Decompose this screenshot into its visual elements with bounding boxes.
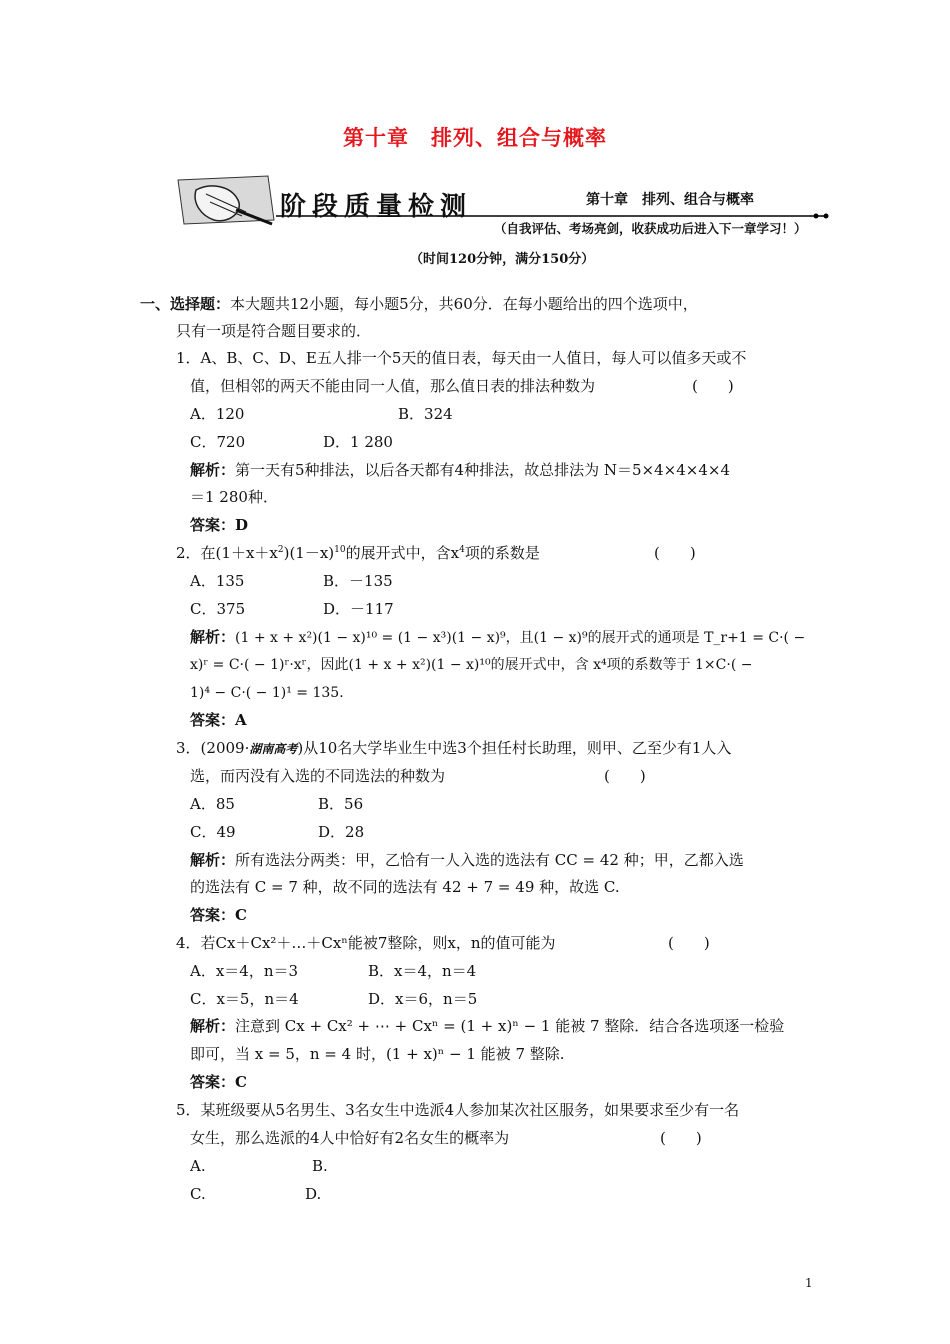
q5-option-d: D.: [305, 1185, 322, 1203]
q2-analysis-2: x)ʳ = C·( − 1)ʳ·xʳ，因此(1 + x + x²)(1 − x)¹⁰的展开式中，含 x⁴项的系数等于 1×C·( −: [190, 657, 753, 673]
q5-option-a: A.: [190, 1157, 206, 1175]
q1-option-b: B．324: [398, 405, 453, 423]
q4-option-d: D．x＝6，n＝5: [368, 990, 478, 1008]
banner-subtitle: （自我评估、考场亮剑，收获成功后进入下一章学习！）: [494, 221, 807, 236]
q5-option-c: C.: [190, 1185, 206, 1203]
q3-bracket: ( ): [604, 767, 646, 785]
q3-answer: 答案：C: [190, 906, 247, 924]
q1-option-c: C．720: [190, 433, 246, 451]
q2-option-c: C．375: [190, 600, 246, 618]
q2-option-b: B．－135: [323, 572, 393, 590]
q2-option-d: D．－117: [323, 600, 394, 618]
q1-analysis-1: 第一天有5种排法，以后各天都有4种排法，故总排法为 N＝5×4×4×4×4: [235, 461, 730, 479]
q2-bracket: ( ): [654, 544, 696, 562]
q3-stem-2: 选，而丙没有入选的不同选法的种数为: [190, 767, 446, 785]
q3-option-b: B．56: [318, 795, 364, 813]
q5-stem-1: 5．某班级要从5名男生、3名女生中选派4人参加某次社区服务，如果要求至少有一名: [176, 1101, 740, 1119]
q1-option-a: A．120: [190, 405, 245, 423]
q4-option-b: B．x＝4，n＝4: [368, 962, 477, 980]
q3-option-d: D．28: [318, 823, 365, 841]
q1-analysis-2: ＝1 280种．: [190, 488, 278, 506]
q5-bracket: ( ): [660, 1129, 702, 1147]
q4-bracket: ( ): [668, 934, 710, 952]
q3-stem-a: 3．(2009·: [176, 739, 250, 757]
q3-option-a: A．85: [190, 795, 235, 813]
q4-analysis-2: 即可，当 x = 5，n = 4 时，(1 + x)ⁿ − 1 能被 7 整除.: [190, 1045, 565, 1063]
q3-source: 湖南高考: [249, 742, 298, 756]
q1-stem-2: 值，但相邻的两天不能由同一人值，那么值日表的排法种数为: [190, 377, 596, 395]
page-title: 第十章 排列、组合与概率: [343, 125, 607, 150]
q4-stem: 4．若Cx＋Cx²＋…＋Cxⁿ能被7整除，则x，n的值可能为: [176, 934, 556, 952]
q1-analysis-label: 解析：: [190, 461, 236, 479]
q4-analysis-1: 注意到 Cx + Cx² + ⋯ + Cxⁿ = (1 + x)ⁿ − 1 能被 7 整除．结合各选项逐一检验: [235, 1017, 785, 1035]
q1-stem-1: 1．A、B、C、D、E五人排一个5天的值日表，每天由一人值日，每人可以值多天或不: [176, 349, 747, 367]
q5-option-b: B.: [312, 1157, 328, 1175]
banner-chapter: 第十章 排列、组合与概率: [586, 192, 754, 208]
q1-answer: 答案：D: [190, 516, 249, 534]
q1-option-d: D．1 280: [323, 433, 393, 451]
banner-title: 阶段质量检测: [280, 192, 473, 222]
q4-option-a: A．x＝4，n＝3: [190, 962, 299, 980]
q2-analysis-3: 1)⁴ − C·( − 1)¹ = 135.: [190, 685, 344, 701]
q2-stem-d: 项的系数是: [464, 544, 540, 562]
q5-stem-2: 女生，那么选派的4人中恰好有2名女生的概率为: [190, 1129, 510, 1147]
q4-answer: 答案：C: [190, 1073, 247, 1091]
q2-answer: 答案：A: [190, 711, 247, 729]
q3-analysis-2: 的选法有 C = 7 种，故不同的选法有 42 + 7 = 49 种，故选 C.: [190, 878, 620, 896]
q2-stem-b: )(1－x): [283, 544, 335, 562]
q3-stem-b: )从10名大学毕业生中选3个担任村长助理，则甲、乙至少有1人入: [297, 739, 732, 757]
q2-option-a: A．135: [190, 572, 245, 590]
section-intro: 本大题共12小题，每小题5分，共60分．在每小题给出的四个选项中，: [230, 295, 698, 313]
page-number: 1: [805, 1276, 813, 1290]
q2-stem: 2．在$(1+x+x^2)(1-x)^{10}$的展开式中，含$x^4$项的系数是: [176, 544, 540, 562]
section-heading: 一、选择题：: [140, 295, 231, 313]
time-note: （时间120分钟，满分150分）: [410, 252, 595, 267]
section-intro-2: 只有一项是符合题目要求的．: [176, 322, 372, 340]
q1-bracket: ( ): [692, 377, 734, 395]
q2-analysis-1: (1 + x + x²)(1 − x)¹⁰ = (1 − x³)(1 − x)⁹，且(1 − x)⁹的展开式的通项是 T_r+1 = C·( −: [235, 630, 806, 646]
chapter-banner: [176, 172, 836, 247]
q4-option-c: C．x＝5，n＝4: [190, 990, 299, 1008]
q4-analysis-label: 解析：: [190, 1017, 236, 1035]
q3-analysis-label: 解析：: [190, 851, 236, 869]
q3-stem-1: [176, 738, 731, 759]
q2-stem-a: 2．在(1＋x＋x: [176, 544, 278, 562]
q3-analysis-1: 所有选法分两类：甲，乙恰有一人入选的选法有 CC = 42 种；甲，乙都入选: [235, 851, 744, 869]
q2-stem-c: 的展开式中，含x: [345, 544, 460, 562]
q2-analysis-label: 解析：: [190, 628, 236, 646]
q3-option-c: C．49: [190, 823, 236, 841]
